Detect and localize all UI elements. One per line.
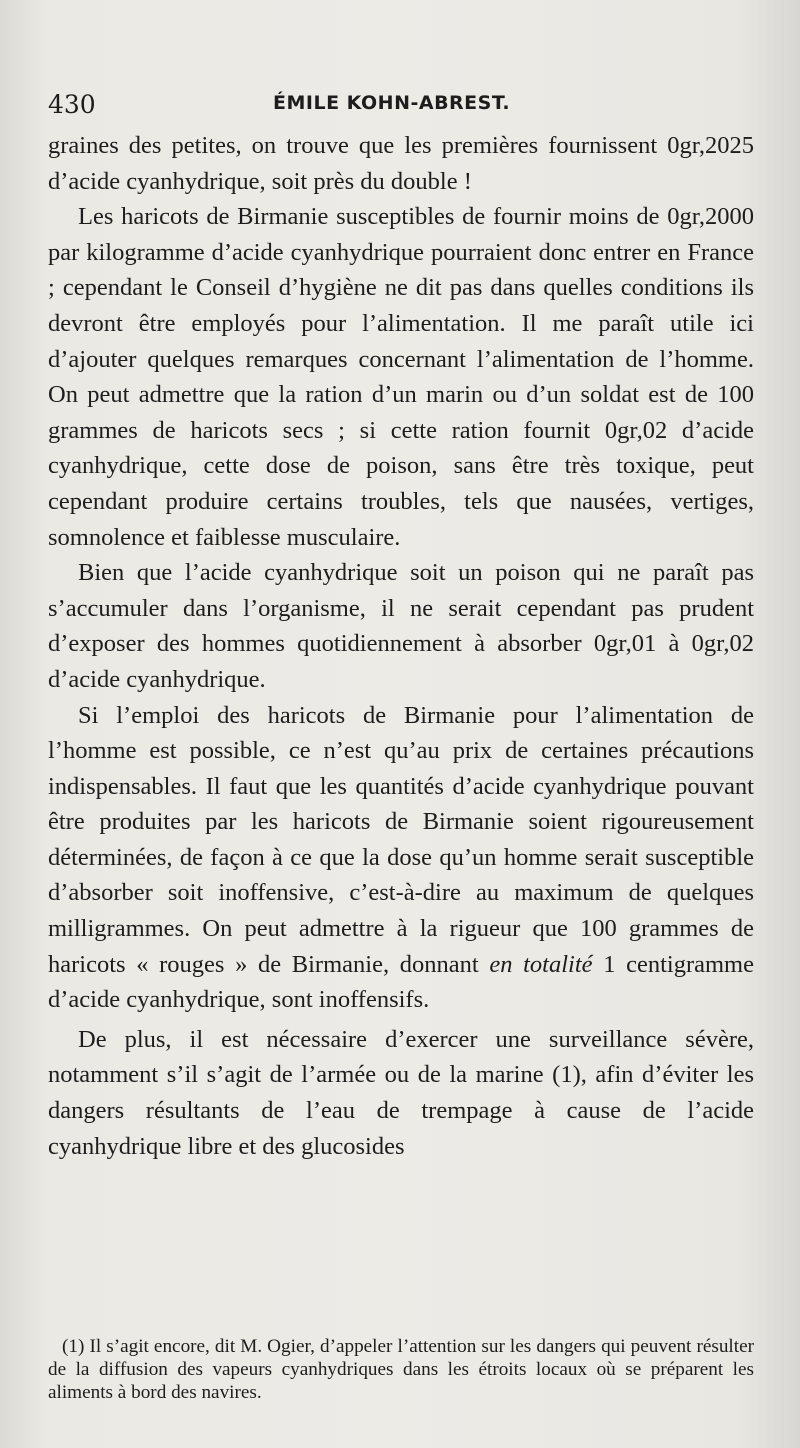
footnote-text: (1) Il s’agit encore, dit M. Ogier, d’appeler l’attention sur les dangers qui peuvent résulter de la diffusion des vapeurs cyanhydriques dans les étroits locaux où se préparent les aliments à bord des navires. bbox=[48, 1336, 754, 1403]
footnote bbox=[48, 1335, 754, 1404]
paragraph-precautions bbox=[48, 698, 754, 1018]
paragraph-precautions-end: 1 centigramme d’acide cyanhydrique, sont inoffensifs. bbox=[48, 950, 754, 1014]
emphasis-en-totalite: en totalité bbox=[489, 950, 593, 978]
running-head: ÉMILE KOHN-ABREST. bbox=[273, 92, 511, 114]
paragraph-birmanie-beans: Les haricots de Birmanie susceptibles de fournir moins de 0gr,2000 par kilogramme d’acide cyanhydrique pourraient donc entrer en France ; cependant le Conseil d’hygiène ne dit pas dans quelles conditions ils devront être employés pour l’alimentation. Il me paraît utile ici d’ajouter quelques remarques concernant l’alimentation de l’homme. On peut admettre que la ration d’un marin ou d’un soldat est de 100 grammes de haricots secs ; si cette ration fournit 0gr,02 d’acide cyanhydrique, cette dose de poison, sans être très toxique, peut cependant produire certains troubles, tels que nausées, vertiges, somnolence et faiblesse musculaire. bbox=[48, 203, 754, 551]
page-number: 430 bbox=[48, 90, 96, 119]
paragraph-precautions-text: Si l’emploi des haricots de Birmanie pour l’alimentation de l’homme est possible, ce n’est qu’au prix de certaines précautions indispensables. Il faut que les quantités d’acide cyanhydrique pouvant être produites par les haricots de Birmanie soient rigoureusement déterminées, de façon à ce que la dose qu’un homme serait susceptible d’absorber soit inoffensive, c’est-à-dire au maximum de quelques milligrammes. On peut admettre à la rigueur que 100 grammes de haricots « rouges » de Birmanie, donnant bbox=[48, 701, 754, 978]
paragraph-continuation: graines des petites, on trouve que les premières fournissent 0gr,2025 d’acide cyanhydrique, soit près du double ! bbox=[48, 132, 754, 195]
paragraph-accumulation: Bien que l’acide cyanhydrique soit un poison qui ne paraît pas s’accumuler dans l’organisme, il ne serait cependant pas prudent d’exposer des hommes quotidiennement à absorber 0gr,01 à 0gr,02 d’acide cyanhydrique. bbox=[48, 559, 754, 693]
paragraph-surveillance: De plus, il est nécessaire d’exercer une surveillance sévère, notamment s’il s’agit de l’armée ou de la marine (1), afin d’éviter les dangers résultants de l’eau de trempage à cause de l’acide cyanhydrique libre et des glucosides bbox=[48, 1025, 754, 1160]
body-text bbox=[48, 128, 754, 1164]
page-header bbox=[48, 90, 748, 120]
